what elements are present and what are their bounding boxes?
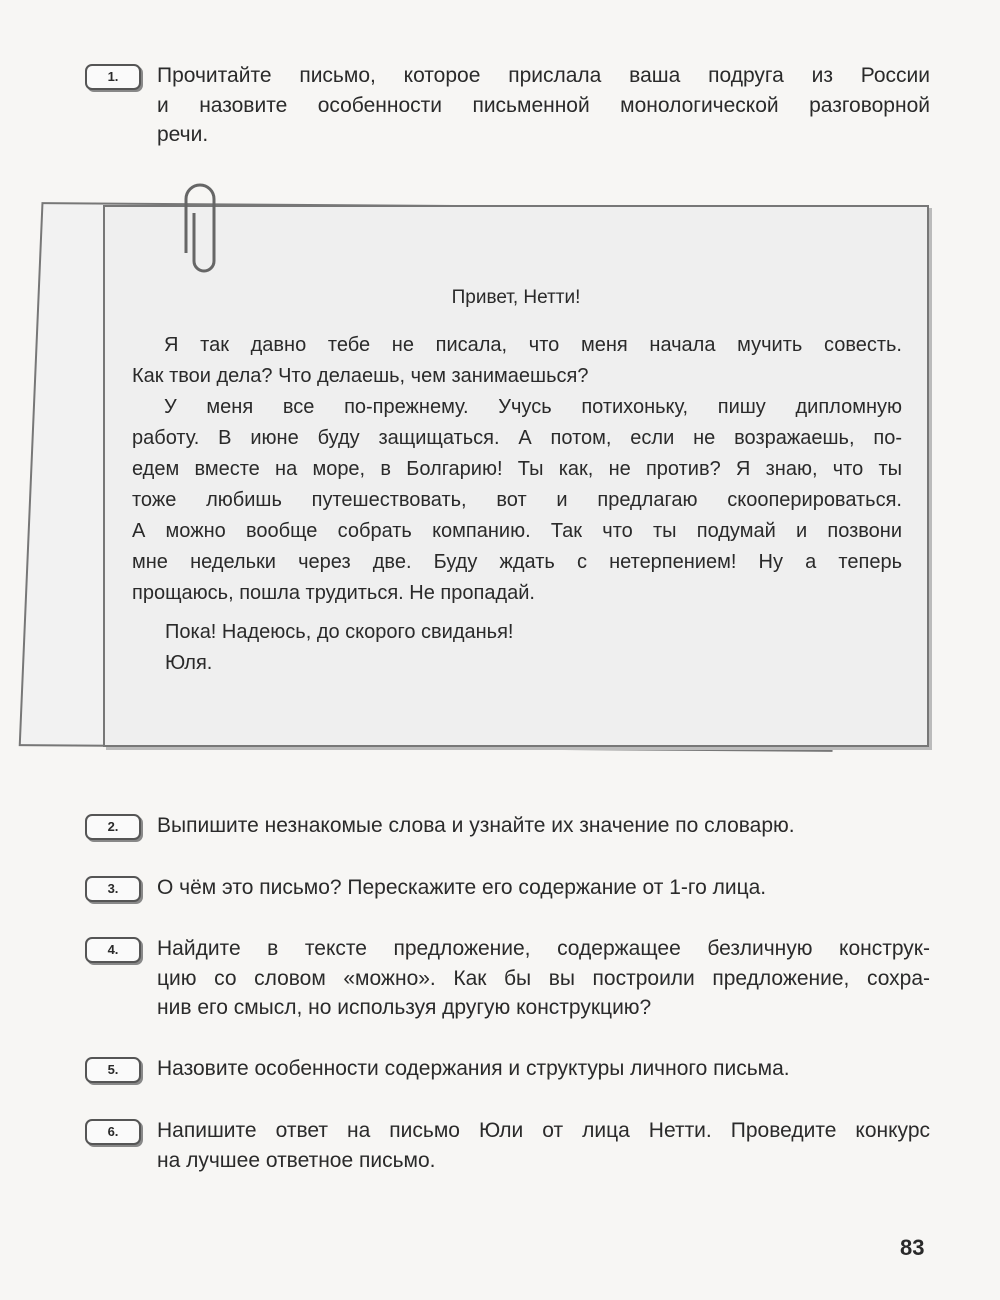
task-4 bbox=[85, 934, 930, 1023]
letter-greeting: Привет, Нетти! bbox=[451, 287, 581, 308]
task-number-badge: 4. bbox=[85, 937, 141, 963]
task-text: нив его смысл, но используя другую конструкцию? bbox=[157, 996, 652, 1019]
letter-body bbox=[132, 330, 902, 609]
task-number-badge: 1. bbox=[85, 64, 141, 90]
letter-line: Как твои дела? Что делаешь, чем занимаешься? bbox=[132, 365, 589, 387]
task-text: Найдите в тексте предложение, содержащее безличную конструк- bbox=[157, 937, 930, 960]
letter-line: работу. В июне буду защищаться. А потом, если не возражаешь, по- bbox=[132, 427, 902, 449]
task-text: Назовите особенности содержания и структуры личного письма. bbox=[157, 1057, 790, 1080]
task-text: на лучшее ответное письмо. bbox=[157, 1148, 436, 1172]
letter-line: мне недельки через две. Буду ждать с нетерпением! Ну а теперь bbox=[132, 551, 902, 573]
letter-line: Я так давно тебе не писала, что меня начала мучить совесть. bbox=[164, 334, 902, 356]
letter-line: прощаюсь, пошла трудиться. Не пропадай. bbox=[132, 582, 535, 604]
letter-closing: Пока! Надеюсь, до скорого свиданья! bbox=[165, 621, 514, 643]
task-number-badge: 5. bbox=[85, 1057, 141, 1083]
task-number-badge: 6. bbox=[85, 1119, 141, 1145]
letter-line: едем вместе на море, в Болгарию! Ты как, не против? Я знаю, что ты bbox=[132, 458, 902, 480]
paperclip-icon bbox=[180, 183, 230, 278]
task-1 bbox=[85, 61, 930, 150]
task-2 bbox=[85, 811, 930, 841]
task-6 bbox=[85, 1116, 930, 1175]
letter-card bbox=[103, 205, 929, 747]
task-number-badge: 3. bbox=[85, 876, 141, 902]
task-text: О чём это письмо? Перескажите его содержание от 1-го лица. bbox=[157, 876, 767, 899]
task-3 bbox=[85, 873, 930, 903]
letter-line: тоже любишь путешествовать, вот и предлагаю скооперироваться. bbox=[132, 489, 902, 511]
task-text: Напишите ответ на письмо Юли от лица Нетти. Проведите конкурс bbox=[157, 1119, 930, 1142]
task-text: Выпишите незнакомые слова и узнайте их значение по словарю. bbox=[157, 814, 795, 837]
task-text: речи. bbox=[157, 123, 209, 146]
letter-line: У меня все по-прежнему. Учусь потихоньку, пишу дипломную bbox=[164, 396, 902, 418]
task-text: Прочитайте письмо, которое прислала ваша подруга из России bbox=[157, 64, 930, 87]
task-5 bbox=[85, 1054, 930, 1084]
page-number: 83 bbox=[900, 1235, 925, 1260]
task-text: цию со словом «можно». Как бы вы построили предложение, сохра- bbox=[157, 966, 930, 990]
task-number-badge: 2. bbox=[85, 814, 141, 840]
letter-signoff bbox=[165, 617, 514, 679]
letter-signature: Юля. bbox=[165, 652, 213, 674]
task-text: и назовите особенности письменной монологической разговорной bbox=[157, 93, 930, 117]
letter-line: А можно вообще собрать компанию. Так что ты подумай и позвони bbox=[132, 520, 902, 542]
